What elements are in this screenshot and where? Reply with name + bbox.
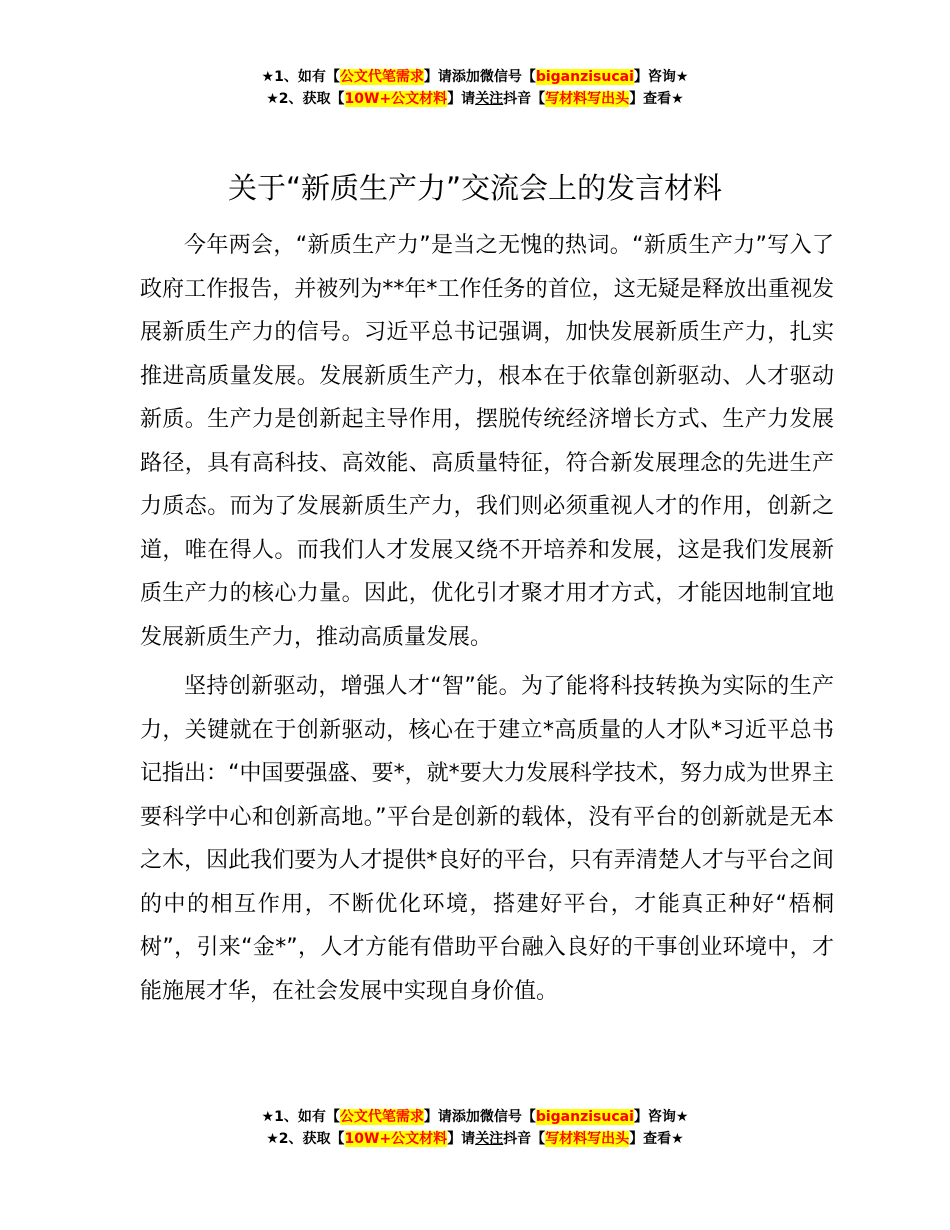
banner-line-1: ★1、如有【公文代笔需求】请添加微信号【biganzisucai】咨询★ (261, 69, 689, 85)
follow-text: 关注 (475, 1131, 504, 1147)
document-title: 关于“新质生产力”交流会上的发言材料 (227, 171, 723, 205)
highlight-service: 公文代笔需求 (339, 1109, 424, 1125)
banner-line-2: ★2、获取【10W+公文材料】请关注抖音【写材料写出头】查看★ (266, 1131, 684, 1147)
highlight-douyin: 写材料写出头 (545, 91, 630, 107)
follow-text: 关注 (475, 91, 504, 107)
paragraph-2: 坚持创新驱动，增强人才“智”能。为了能将科技转换为实际的生产力，关键就在于创新驱动，核心在于建立*高质量的人才队*习近平总书记指出：“中国要强盛、要*，就*要大力发展科学技术，努力成为世界主要科学中心和创新高地。”平台是创新的载体，没有平台的创新就是无本之木，因此我们要为人才提供*良好的平台，只有弄清楚人才与平台之间的中的相互作用，不断优化环境，搭建好平台，才能真正种好“梧桐树”，引来“金*”，人才方能有借助平台融入良好的干事创业环境中，才能施展才华，在社会发展中实现自身价值。 (140, 674, 834, 1004)
highlight-wechat-id: biganzisucai (535, 1109, 634, 1125)
highlight-service: 公文代笔需求 (339, 69, 424, 85)
highlight-wechat-id: biganzisucai (535, 69, 634, 85)
document-body (140, 224, 834, 1019)
banner-line-1: ★1、如有【公文代笔需求】请添加微信号【biganzisucai】咨询★ (261, 1109, 689, 1125)
paragraph-1: 今年两会，“新质生产力”是当之无愧的热词。“新质生产力”写入了政府工作报告，并被列为**年*工作任务的首位，这无疑是释放出重视发展新质生产力的信号。习近平总书记强调，加快发展新质生产力，扎实推进高质量发展。发展新质生产力，根本在于依靠创新驱动、人才驱动新质。生产力是创新起主导作用，摆脱传统经济增长方式、生产力发展路径，具有高科技、高效能、高质量特征，符合新发展理念的先进生产力质态。而为了发展新质生产力，我们则必须重视人才的作用，创新之道，唯在得人。而我们人才发展又绕不开培养和发展，这是我们发展新质生产力的核心力量。因此，优化引才聚才用才方式，才能因地制宜地发展新质生产力，推动高质量发展。 (140, 233, 834, 650)
banner-line-2: ★2、获取【10W+公文材料】请关注抖音【写材料写出头】查看★ (266, 91, 684, 107)
highlight-materials: 10W+公文材料 (344, 1131, 448, 1147)
header-banner (0, 66, 950, 110)
footer-banner (0, 1106, 950, 1150)
highlight-materials: 10W+公文材料 (344, 91, 448, 107)
highlight-douyin: 写材料写出头 (545, 1131, 630, 1147)
